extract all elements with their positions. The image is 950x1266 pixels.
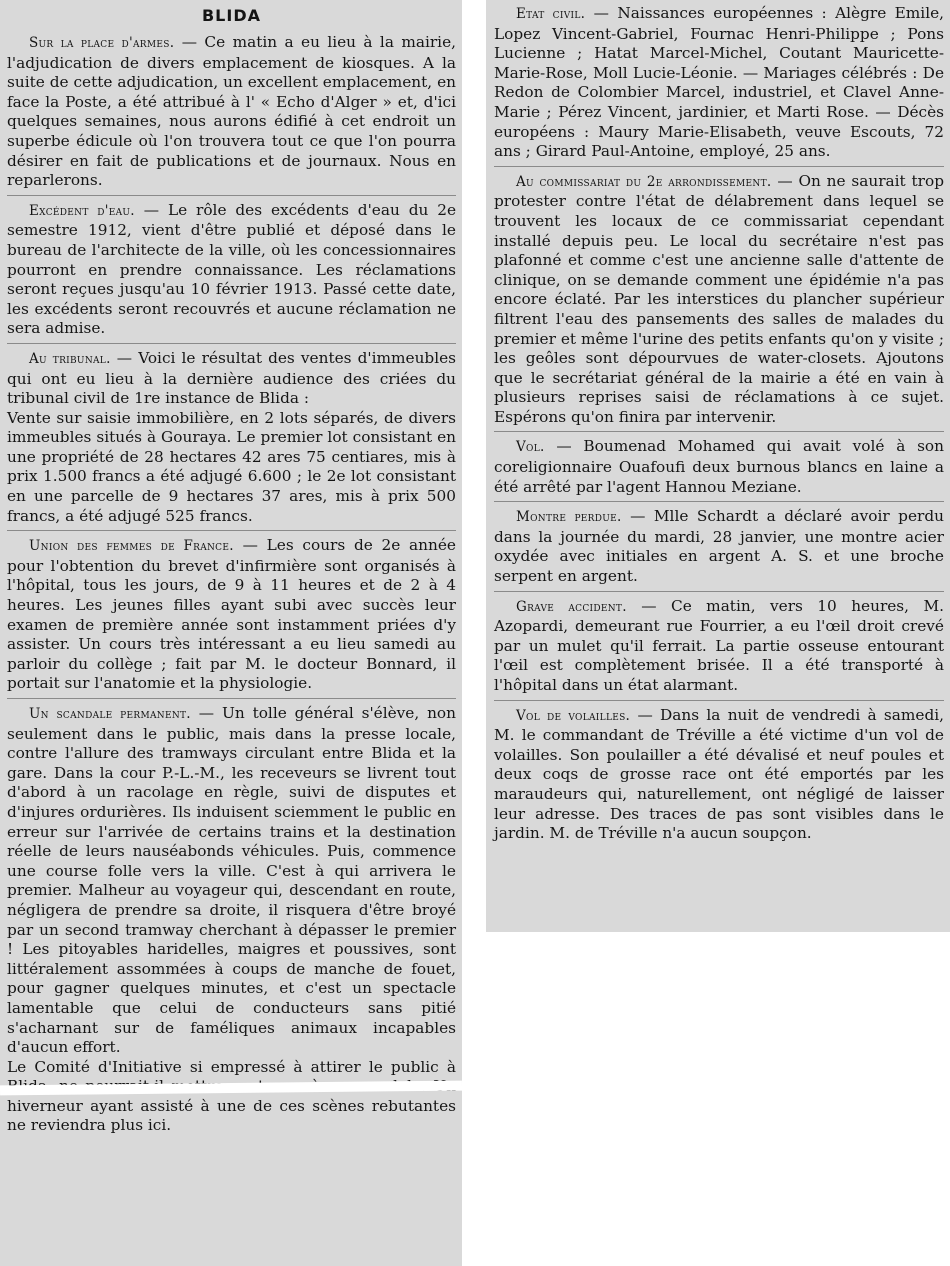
article-grave-accident xyxy=(494,591,944,696)
article-excedent-eau xyxy=(7,195,456,339)
article-rubric: Au commissariat du 2e arrondissement. xyxy=(516,173,772,190)
article-text: — Les cours de 2e année pour l'obtention du brevet d'infirmière sont organisés à l'hôpital, tous les jours, de 9 à 11 heures et de 2 à 4 heures. Les jeunes filles ayant subi avec succès leur examen de première année sont instamment priées d'y assister. Un cours très intéressant a eu lieu samedi au parloir du collège ; fait par M. le docteur Bonnard, il portait sur l'anatomie et la physiologie. xyxy=(7,536,456,693)
article-place-armes xyxy=(7,31,456,191)
left-column xyxy=(0,0,462,1266)
article-scandale xyxy=(7,698,456,1136)
article-rubric: Vol. xyxy=(516,439,545,456)
article-rubric: Union des femmes de France. xyxy=(29,538,234,555)
article-text: — Mlle Schardt a déclaré avoir perdu dans la journée du mardi, 28 janvier, une montre acier oxydée avec initiales en argent A. S. et une broche serpent en argent. xyxy=(494,507,944,586)
article-text: — On ne saurait trop protester contre l'état de délabrement dans lequel se trouvent les locaux de ce commissariat cependant installé depuis peu. Le local du secrétaire n'est pas plafonné et comme c'est une ancienne salle d'attente de clinique, on se demande comment une épidémie n'a pas encore éclaté. Par les interstices du plancher supérieur filtrent l'eau des pansements des salles de malades du premier et même l'urine des petits enfants qu'on y visite ; les geôles sont dépourvues de water-closets. Ajoutons que le secrétariat général de la mairie a été en vain à plusieurs reprises saisi de réclamations à ce sujet. Espérons qu'on finira par intervenir. xyxy=(494,171,944,426)
article-etat-civil xyxy=(494,2,944,162)
article-text: — Ce matin a eu lieu à la mairie, l'adjudication de divers emplacement de kiosques. A la suite de cette adjudication, un excellent emplacement, en face la Poste, a été attribué à l' « Echo d'Alger » et, d'ici quelques semaines, nous aurons édifié à cet endroit un superbe édicule où l'on trouvera tout ce que l'on pourra désirer en fait de publications et de journaux. Nous en reparlerons. xyxy=(7,33,456,190)
right-column xyxy=(486,0,950,932)
article-rubric: Vol de volailles. xyxy=(516,707,631,724)
article-rubric: Sur la place d'armes. xyxy=(29,35,175,51)
article-text: — Voici le résultat des ventes d'immeubles qui ont eu lieu à la dernière audience des criées du tribunal civil de 1re instance de Blida : xyxy=(7,348,457,408)
article-vol xyxy=(494,431,944,497)
article-union-femmes xyxy=(7,530,456,694)
article-tribunal xyxy=(7,343,456,526)
article-rubric: Montre perdue. xyxy=(516,509,622,526)
article-text: — Naissances européennes : Alègre Emile, Lopez Vincent-Gabriel, Fournac Henri-Philippe ; Pons Lucienne ; Hatat Marcel-Michel, Coutant Mauricette-Marie-Rose, Moll Lucie-Léonie. — Mariages célébrés : De Redon de Colombier Marcel, industriel, et Clavel Anne-Marie ; Pérez Vincent, jardinier, et Marti Rose. — Décès européens : Maury Marie-Elisabeth, veuve Escouts, 72 ans ; Girard Paul-Antoine, employé, 25 ans. xyxy=(494,4,945,161)
article-rubric: Un scandale permanent. xyxy=(29,706,191,722)
article-rubric: Etat civil. xyxy=(516,6,586,22)
article-vol-volailles xyxy=(494,700,944,844)
article-text: — Un tolle général s'élève, non seulement dans le public, mais dans la presse locale, contre l'allure des tramways circulant entre Blida et la gare. Dans la cour P.-L.-M., les receveurs se livrent tout d'abord à un racolage en règle, suivi de disputes et d'injures ordurières. Ils induisent sciemment le public en erreur sur l'arrivée de certains trains et la destination réelle de leurs nauséabonds véhicules. Puis, commence une course folle vers la ville. C'est à qui arrivera le premier. Malheur au voyageur qui, descendant en route, négligera de prendre sa droite, il risquera d'être broyé par un second tramway cherchant à dépasser le premier ! Les pitoyables haridelles, maigres et poussives, sont littéralement assommées à coups de manche de fouet, pour gagner quelques minutes, et c'est un spectacle lamentable que celui de conducteurs sans pitié s'acharnant sur de faméliques animaux incapables d'aucun effort. xyxy=(7,704,456,1057)
article-montre-perdue xyxy=(494,501,944,586)
article-text: — Le rôle des excédents d'eau du 2e semestre 1912, vient d'être publié et déposé dans le bureau de l'architecte de la ville, où les concessionnaires pourront en prendre connaissance. Les réclamations seront reçues jusqu'au 10 février 1913. Passé cette date, les excédents seront recouvrés et aucune réclamation ne sera admise. xyxy=(7,200,457,338)
article-text-continued: Vente sur saisie immobilière, en 2 lots séparés, de divers immeubles situés à Gouraya. Le premier lot consistant en une propriété de 28 hectares 42 ares 75 centiares, mis à prix 1.500 francs a été adjugé 6.600 ; le 2e lot consistant en une parcelle de 9 hectares 37 ares, mis à prix 500 francs, a été adjugé 525 francs. xyxy=(7,408,456,525)
article-text: — Ce matin, vers 10 heures, M. Azopardi, demeurant rue Fourrier, a eu l'œil droit crevé par un mulet qu'il ferrait. La partie osseuse entourant l'œil est complètement brisée. Il a été transporté à l'hôpital dans un état alarmant. xyxy=(494,596,944,694)
article-text: — Boumenad Mohamed qui avait volé à son coreligionnaire Ouafoufi deux burnous blancs en laine a été arrêté par l'agent Hannou Meziane. xyxy=(494,437,944,496)
section-heading: BLIDA xyxy=(201,6,261,25)
article-text: — Dans la nuit de vendredi à samedi, M. le commandant de Tréville a été victime d'un vol de volailles. Son poulailler a été dévalisé et neuf poules et deux coqs de grosse race ont été emportés par les maraudeurs qui, naturellement, ont négligé de laisser leur adresse. Des traces de pas sont visibles dans le jardin. M. de Tréville n'a aucun soupçon. xyxy=(494,705,944,843)
article-commissariat xyxy=(494,166,944,428)
article-rubric: Excédent d'eau. xyxy=(29,202,135,219)
article-rubric: Au tribunal. xyxy=(29,350,111,367)
article-rubric: Grave accident. xyxy=(516,598,627,615)
article-text-continued: Le Comité d'Initiative si empressé à attirer le public à hiverneur ayant assisté à une de ces scènes rebutantes ne reviendra plus ici. xyxy=(7,1057,456,1135)
